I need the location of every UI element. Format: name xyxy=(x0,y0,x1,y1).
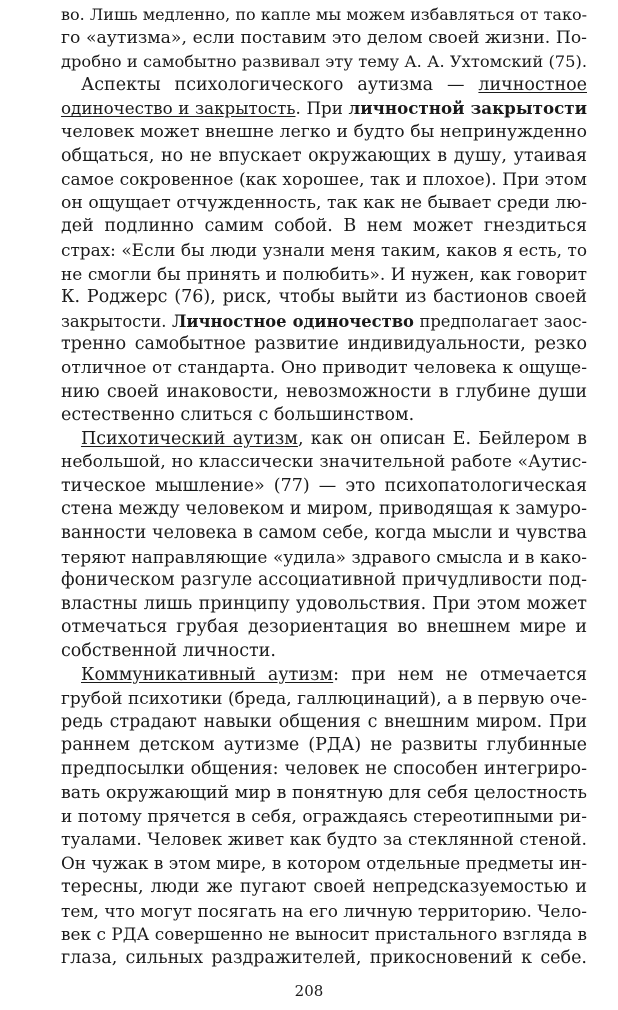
text-run: раннем детском аутизме (РДА) не развиты глубинные xyxy=(61,735,587,756)
text-line xyxy=(61,74,587,98)
text-line xyxy=(61,876,587,900)
text-run: человек может внешне легко и будто бы непринужденно xyxy=(61,121,587,142)
text-line xyxy=(61,451,587,475)
text-line xyxy=(61,711,587,735)
text-line xyxy=(61,498,587,522)
text-line xyxy=(61,687,587,711)
text-run: дей подлинно самим собой. В нем может гнездиться xyxy=(61,216,587,237)
bold-term: Личностное одиночество xyxy=(171,311,414,331)
text-line xyxy=(61,593,587,617)
text-line xyxy=(61,381,587,405)
text-run: фоническом разгуле ассоциативной причудливости под- xyxy=(61,570,587,591)
text-line xyxy=(61,546,587,570)
text-run: го «аутизма», если поставим это делом своей жизни. По- xyxy=(61,27,587,48)
text-line xyxy=(61,522,587,546)
page-number: 208 xyxy=(294,982,324,1000)
text-run: и потому прячется в себя, ограждаясь стереотипными ри- xyxy=(61,806,587,827)
text-run: предпосылки общения: человек не способен интегриро- xyxy=(61,759,587,779)
text-run: , как он описан Е. Бейлером в xyxy=(297,428,588,449)
text-run: тренно самобытное развитие индивидуальности, резко xyxy=(61,334,587,355)
text-run: небольшой, но классически значительной работе «Аутис- xyxy=(61,452,587,473)
text-run: страх: «Если бы люди узнали меня таким, каков я есть, то xyxy=(61,239,587,260)
text-run: не смогли бы принять и полюбить». И нужен, как говорит xyxy=(61,263,587,284)
text-run: во. Лишь медленно, по капле мы можем избавляться от тако- xyxy=(61,5,587,24)
text-run: Он чужак в этом мире, в котором отдельные предметы ин- xyxy=(61,853,587,874)
paragraph-aspects xyxy=(61,74,587,428)
text-run: . При xyxy=(295,98,349,119)
text-run: самое сокровенное (как хорошее, так и плохое). При этом xyxy=(61,169,587,190)
text-run: век с РДА совершенно не выносит пристального взгляда в xyxy=(61,924,587,945)
underlined-term: Коммуникативный аутизм xyxy=(81,664,334,685)
text-line xyxy=(61,947,587,971)
text-line xyxy=(61,357,587,381)
text-run: собственной личности. xyxy=(61,641,276,662)
text-line xyxy=(61,310,587,334)
text-line xyxy=(61,664,587,688)
text-line xyxy=(61,333,587,357)
text-run: тическое мышление» (77) — это психопатологическая xyxy=(61,475,587,496)
text-run: стена между человеком и миром, приводящая к замуро- xyxy=(61,499,587,520)
text-line xyxy=(61,640,587,664)
underlined-term: одиночество и закрытость xyxy=(61,98,296,119)
text-run: нию своей инаковости, невозможности в глубине души xyxy=(61,381,587,402)
text-line xyxy=(61,263,587,287)
text-run: общаться, но не впускает окружающих в душу, утаивая xyxy=(61,145,587,166)
text-line xyxy=(61,239,587,263)
text-line xyxy=(61,923,587,947)
text-line xyxy=(61,121,587,145)
text-line xyxy=(61,734,587,758)
text-line xyxy=(61,404,587,428)
text-run: туалами. Человек живет как будто за стеклянной стеной. xyxy=(61,829,587,850)
text-line xyxy=(61,829,587,853)
underlined-term: Психотический аутизм xyxy=(81,428,298,449)
text-line xyxy=(61,900,587,924)
text-line xyxy=(61,215,587,239)
text-run: закрытости. xyxy=(61,311,172,331)
text-run: предполагает заос- xyxy=(413,311,587,331)
text-run: К. Роджерс (76), риск, чтобы выйти из бастионов своей xyxy=(61,287,587,308)
bold-term: личностной закрытости xyxy=(348,98,587,119)
text-run: отмечаться грубая дезориентация во внешнем мире и xyxy=(61,617,587,638)
text-line xyxy=(61,286,587,310)
text-line xyxy=(61,758,587,782)
text-run: редь страдают навыки общения с внешним миром. При xyxy=(61,711,587,732)
text-run: : при нем не отмечается xyxy=(333,664,587,685)
underlined-term: личностное xyxy=(478,74,587,95)
text-run: естественно слиться с большинством. xyxy=(61,405,415,426)
text-line xyxy=(61,616,587,640)
text-line xyxy=(61,97,587,121)
text-line xyxy=(61,852,587,876)
text-run: он ощущает отчужденность, так как не бывает среди лю- xyxy=(61,192,587,213)
text-run: теряют направляющие «удила» здравого смысла и в како- xyxy=(61,546,587,567)
text-run: отличное от стандарта. Оно приводит человека к ощуще- xyxy=(61,357,587,378)
text-line xyxy=(61,50,587,74)
text-run: Аспекты психологического аутизма — xyxy=(81,74,479,95)
text-line xyxy=(61,168,587,192)
paragraph-psychotic xyxy=(61,428,587,664)
paragraph-intro-continuation xyxy=(61,3,587,74)
text-line xyxy=(61,27,587,51)
text-run: властны лишь принципу удовольствия. При этом может xyxy=(61,593,587,614)
text-body xyxy=(61,3,587,970)
text-line xyxy=(61,145,587,169)
text-line xyxy=(61,569,587,593)
text-line xyxy=(61,3,587,27)
text-run: ванности человека в самом себе, когда мысли и чувства xyxy=(61,523,587,544)
text-line xyxy=(61,192,587,216)
paragraph-communicative xyxy=(61,664,587,971)
text-run: грубой психотики (бреда, галлюцинаций), а в первую оче- xyxy=(61,688,587,709)
text-run: дробно и самобытно развивал эту тему А. А. Ухтомский (75). xyxy=(61,52,587,72)
text-line xyxy=(61,475,587,499)
text-line xyxy=(61,428,587,452)
text-run: вать окружающий мир в понятную для себя целостность xyxy=(61,782,587,803)
text-line xyxy=(61,805,587,829)
text-run: тересны, люди же пугают своей непредсказуемостью и xyxy=(61,876,587,897)
text-run: тем, что могут посягать на его личную территорию. Чело- xyxy=(61,900,587,921)
text-line xyxy=(61,782,587,806)
text-run: глаза, сильных раздражителей, прикосновений к себе. xyxy=(61,947,587,968)
